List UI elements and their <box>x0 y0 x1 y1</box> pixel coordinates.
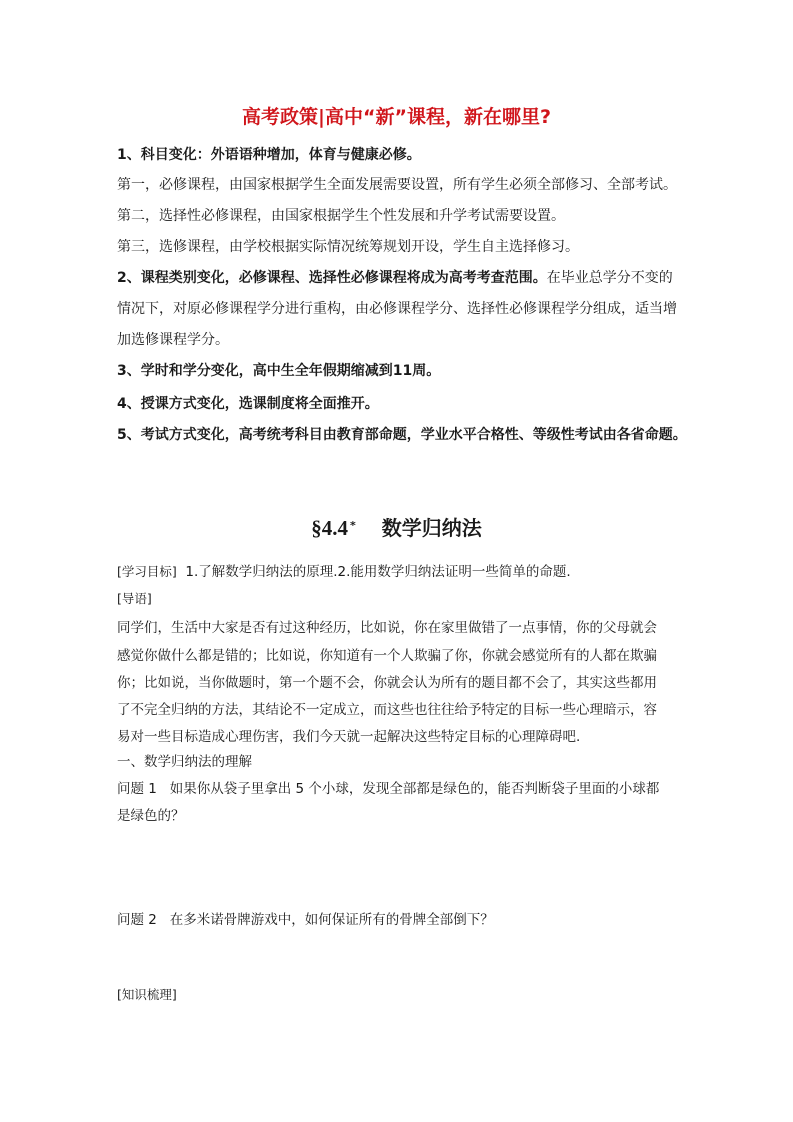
policy-item-2-line3: 加选修课程学分。 <box>117 332 229 348</box>
knowledge-tag: [知识梳理] <box>117 987 177 1002</box>
objectives-line <box>117 562 571 582</box>
policy-title: 高考政策|高中“新”课程，新在哪里? <box>242 106 551 128</box>
intro-line: 感觉你做什么都是错的；比如说，你知道有一个人欺骗了你，你就会感觉所有的人都在欺骗 <box>117 648 657 664</box>
policy-item-4: 4、授课方式变化，选课制度将全面推开。 <box>117 396 379 412</box>
policy-item-5: 5、考试方式变化，高考统考科目由教育部命题，学业水平合格性、等级性考试由各省命题。 <box>117 427 687 443</box>
question-1-text: 如果你从袋子里拿出 5 个小球，发现全部都是绿色的，能否判断袋子里面的小球都 <box>169 781 660 797</box>
section-mark: * <box>349 519 356 532</box>
intro-line: 同学们，生活中大家是否有过这种经历，比如说，你在家里做错了一点事情，你的父母就会 <box>117 620 657 636</box>
question-1-label: 问题 1 <box>117 781 157 797</box>
policy-item-1-third: 第三，选修课程，由学校根据实际情况统筹规划开设，学生自主选择修习。 <box>117 239 579 255</box>
policy-item-2-bold: 2、课程类别变化，必修课程、选择性必修课程将成为高考考查范围。 <box>117 270 547 286</box>
objectives-tag: [学习目标] <box>117 564 177 579</box>
policy-item-2-text: 在毕业总学分不变的 <box>546 270 673 286</box>
policy-item-1: 1、科目变化：外语语种增加，体育与健康必修。 <box>117 147 421 163</box>
policy-item-3: 3、学时和学分变化，高中生全年假期缩减到11周。 <box>117 363 441 379</box>
question-2 <box>117 910 494 930</box>
question-1 <box>117 779 659 799</box>
intro-line: 易对一些目标造成心理伤害，我们今天就一起解决这些特定目标的心理障碍吧. <box>117 729 581 745</box>
question-2-label: 问题 2 <box>117 912 157 928</box>
intro-line: 你；比如说，当你做题时，第一个题不会，你就会认为所有的题目都不会了，其实这些都用 <box>117 675 657 691</box>
section-title <box>0 514 793 542</box>
policy-item-1-first: 第一，必修课程，由国家根据学生全面发展需要设置，所有学生必须全部修习、全部考试。 <box>117 177 677 193</box>
section-number: §4.4 <box>311 516 348 540</box>
objectives-text: 1.了解数学归纳法的原理.2.能用数学归纳法证明一些简单的命题. <box>185 564 571 580</box>
intro-tag: [导语] <box>117 591 152 606</box>
policy-item-1-second: 第二，选择性必修课程，由国家根据学生个性发展和升学考试需要设置。 <box>117 208 565 224</box>
part1-heading: 一、数学归纳法的理解 <box>117 754 252 770</box>
policy-item-2-line2: 情况下，对原必修课程学分进行重构，由必修课程学分、选择性必修课程学分组成，适当增 <box>117 301 677 317</box>
intro-line: 了不完全归纳的方法，其结论不一定成立，而这些也往往给予特定的目标一些心理暗示，容 <box>117 702 657 718</box>
question-1-line2: 是绿色的？ <box>117 808 185 824</box>
section-name: 数学归纳法 <box>381 516 482 540</box>
question-2-text: 在多米诺骨牌游戏中，如何保证所有的骨牌全部倒下？ <box>169 912 494 928</box>
policy-item-2 <box>117 268 673 288</box>
